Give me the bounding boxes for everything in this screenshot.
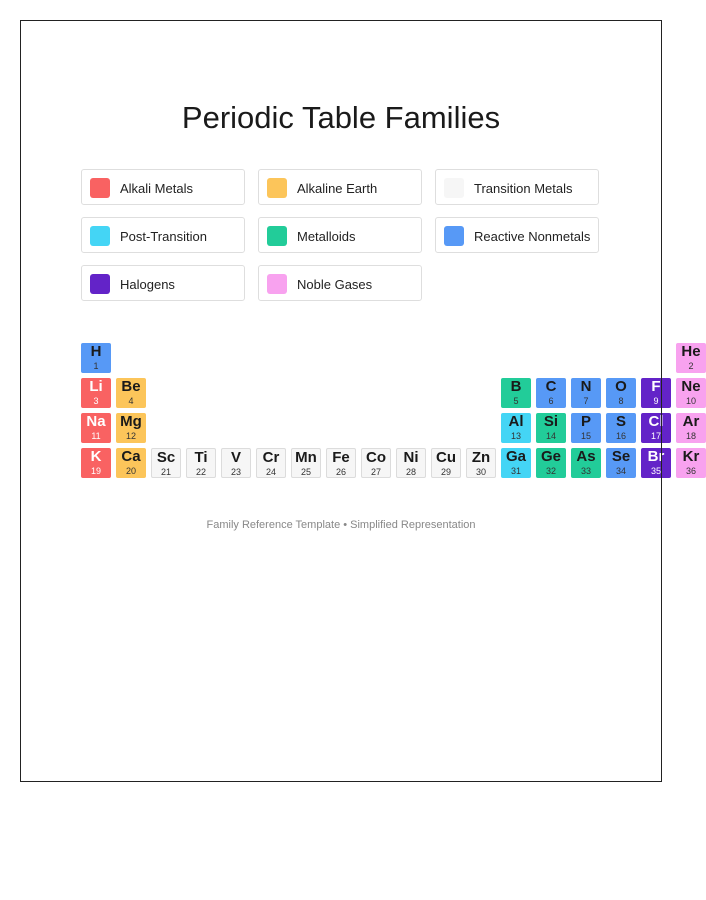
element-tile-ar[interactable] <box>676 413 706 443</box>
element-symbol: H <box>90 343 102 360</box>
element-tile-cu[interactable] <box>431 448 461 478</box>
element-symbol: Na <box>86 413 106 430</box>
element-tile-li[interactable] <box>81 378 111 408</box>
atomic-number: 5 <box>513 396 519 406</box>
atomic-number: 19 <box>90 466 101 476</box>
legend-item <box>435 217 599 253</box>
element-tile-n[interactable] <box>571 378 601 408</box>
legend-label: Alkaline Earth <box>297 181 378 196</box>
atomic-number: 6 <box>548 396 554 406</box>
element-tile-ge[interactable] <box>536 448 566 478</box>
element-tile-co[interactable] <box>361 448 391 478</box>
element-tile-b[interactable] <box>501 378 531 408</box>
atomic-number: 17 <box>650 431 661 441</box>
legend-label: Metalloids <box>297 229 356 244</box>
periodic-table <box>0 330 701 490</box>
element-tile-al[interactable] <box>501 413 531 443</box>
legend-swatch <box>90 226 110 246</box>
element-symbol: Se <box>611 448 631 465</box>
atomic-number: 11 <box>91 431 101 441</box>
atomic-number: 14 <box>545 431 556 441</box>
legend-swatch <box>444 226 464 246</box>
element-tile-p[interactable] <box>571 413 601 443</box>
element-symbol: P <box>580 413 591 430</box>
atomic-number: 35 <box>650 466 661 476</box>
element-symbol: Si <box>543 413 559 430</box>
legend-item <box>81 169 245 205</box>
element-symbol: K <box>90 448 102 465</box>
atomic-number: 29 <box>440 467 451 477</box>
element-symbol: Al <box>508 413 524 430</box>
atomic-number: 23 <box>230 467 241 477</box>
atomic-number: 9 <box>653 396 659 406</box>
element-symbol: Ar <box>682 413 700 430</box>
atomic-number: 1 <box>93 361 99 371</box>
element-tile-ca[interactable] <box>116 448 146 478</box>
atomic-number: 32 <box>545 466 556 476</box>
legend-swatch <box>444 178 464 198</box>
legend-label: Alkali Metals <box>120 181 193 196</box>
element-symbol: Be <box>121 378 141 395</box>
element-symbol: Ge <box>540 448 561 465</box>
legend-swatch <box>267 178 287 198</box>
element-tile-cr[interactable] <box>256 448 286 478</box>
element-tile-v[interactable] <box>221 448 251 478</box>
element-tile-c[interactable] <box>536 378 566 408</box>
footer-note: Family Reference Template • Simplified Representation <box>206 519 476 531</box>
element-tile-ti[interactable] <box>186 448 216 478</box>
element-tile-fe[interactable] <box>326 448 356 478</box>
legend-swatch <box>267 226 287 246</box>
atomic-number: 28 <box>405 467 416 477</box>
legend-item <box>435 169 599 205</box>
element-tile-he[interactable] <box>676 343 706 373</box>
atomic-number: 2 <box>688 361 694 371</box>
legend-label: Reactive Nonmetals <box>474 229 591 244</box>
element-tile-zn[interactable] <box>466 448 496 478</box>
element-symbol: V <box>230 449 241 466</box>
element-tile-kr[interactable] <box>676 448 706 478</box>
atomic-number: 26 <box>335 467 346 477</box>
element-tile-ne[interactable] <box>676 378 706 408</box>
page-title: Periodic Table Families <box>181 100 501 135</box>
element-symbol: B <box>510 378 522 395</box>
legend-item <box>81 265 245 301</box>
element-tile-ni[interactable] <box>396 448 426 478</box>
element-tile-br[interactable] <box>641 448 671 478</box>
element-tile-na[interactable] <box>81 413 111 443</box>
atomic-number: 3 <box>93 396 99 406</box>
element-symbol: Sc <box>156 449 176 466</box>
element-tile-mn[interactable] <box>291 448 321 478</box>
atomic-number: 10 <box>685 396 696 406</box>
element-symbol: He <box>681 343 701 360</box>
element-tile-sc[interactable] <box>151 448 181 478</box>
legend-item <box>258 265 422 301</box>
element-symbol: Cr <box>262 449 280 466</box>
element-symbol: Ca <box>121 448 141 465</box>
element-tile-be[interactable] <box>116 378 146 408</box>
atomic-number: 31 <box>510 466 521 476</box>
atomic-number: 30 <box>475 467 486 477</box>
legend-label: Noble Gases <box>297 277 373 292</box>
atomic-number: 27 <box>370 467 381 477</box>
element-tile-s[interactable] <box>606 413 636 443</box>
atomic-number: 33 <box>580 466 591 476</box>
atomic-number: 24 <box>265 467 276 477</box>
element-tile-si[interactable] <box>536 413 566 443</box>
atomic-number: 12 <box>125 431 136 441</box>
element-tile-k[interactable] <box>81 448 111 478</box>
element-symbol: Mn <box>295 449 317 466</box>
legend-swatch <box>90 178 110 198</box>
legend-item <box>258 169 422 205</box>
legend-item <box>81 217 245 253</box>
legend-label: Transition Metals <box>474 181 573 196</box>
legend-swatch <box>267 274 287 294</box>
atomic-number: 18 <box>685 431 696 441</box>
legend-label: Halogens <box>120 277 175 292</box>
element-symbol: Li <box>89 378 103 395</box>
element-symbol: S <box>615 413 626 430</box>
element-tile-f[interactable] <box>641 378 671 408</box>
element-symbol: Mg <box>120 413 142 430</box>
element-symbol: Ni <box>403 449 419 466</box>
atomic-number: 4 <box>128 396 134 406</box>
atomic-number: 20 <box>125 466 136 476</box>
atomic-number: 22 <box>195 467 206 477</box>
atomic-number: 36 <box>685 466 696 476</box>
legend-label: Post-Transition <box>120 229 207 244</box>
element-tile-mg[interactable] <box>116 413 146 443</box>
atomic-number: 15 <box>580 431 591 441</box>
element-symbol: C <box>545 378 557 395</box>
element-symbol: Ti <box>194 449 208 466</box>
element-symbol: Zn <box>471 449 491 466</box>
element-symbol: Br <box>647 448 665 465</box>
legend-item <box>258 217 422 253</box>
element-tile-o[interactable] <box>606 378 636 408</box>
element-symbol: Co <box>366 449 386 466</box>
element-tile-se[interactable] <box>606 448 636 478</box>
element-symbol: Ne <box>681 378 701 395</box>
element-tile-ga[interactable] <box>501 448 531 478</box>
atomic-number: 13 <box>510 431 521 441</box>
element-tile-cl[interactable] <box>641 413 671 443</box>
atomic-number: 16 <box>615 431 626 441</box>
element-tile-as[interactable] <box>571 448 601 478</box>
atomic-number: 34 <box>615 466 626 476</box>
element-symbol: O <box>615 378 627 395</box>
element-symbol: Cl <box>648 413 664 430</box>
element-symbol: As <box>576 448 596 465</box>
atomic-number: 8 <box>618 396 624 406</box>
legend-swatch <box>90 274 110 294</box>
atomic-number: 7 <box>583 396 589 406</box>
element-symbol: Fe <box>332 449 350 466</box>
element-tile-h[interactable] <box>81 343 111 373</box>
element-symbol: Kr <box>682 448 700 465</box>
atomic-number: 25 <box>300 467 311 477</box>
element-symbol: Cu <box>436 449 456 466</box>
element-symbol: Ga <box>505 448 526 465</box>
atomic-number: 21 <box>160 467 171 477</box>
element-symbol: N <box>580 378 592 395</box>
element-symbol: F <box>651 378 661 395</box>
